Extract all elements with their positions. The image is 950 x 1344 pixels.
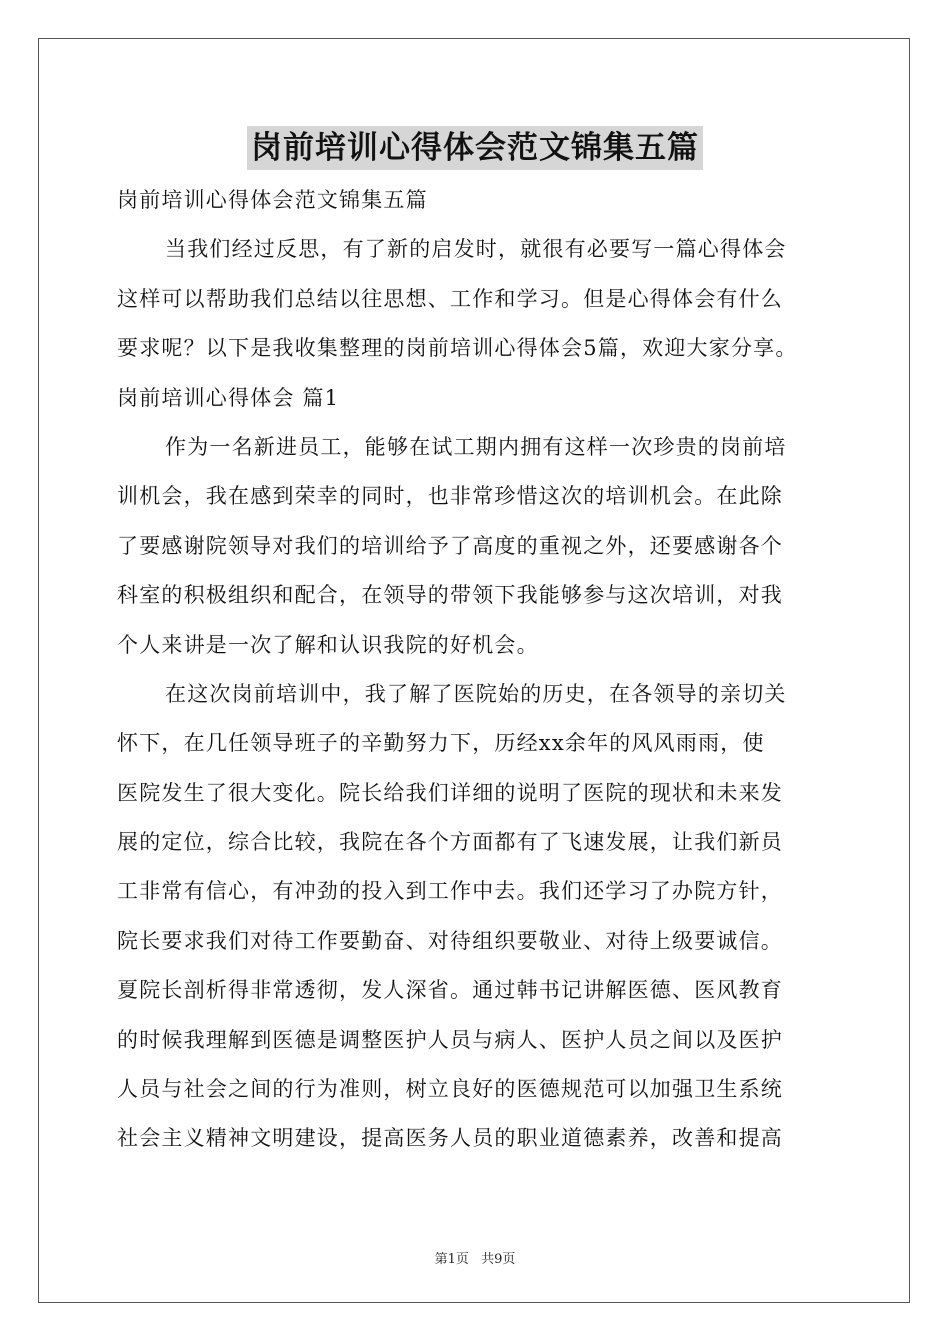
paragraph-line: 工非常有信心，有冲劲的投入到工作中去。我们还学习了办院方针， bbox=[117, 879, 783, 904]
document-title: 岗前培训心得体会范文锦集五篇 bbox=[247, 126, 703, 170]
paragraph-line: 这样可以帮助我们总结以往思想、工作和学习。但是心得体会有什么 bbox=[117, 286, 783, 311]
paragraph-line: 展的定位，综合比较，我院在各个方面都有了飞速发展，让我们新员 bbox=[117, 830, 783, 855]
paragraph-line: 的时候我理解到医德是调整医护人员与病人、医护人员之间以及医护 bbox=[117, 1027, 783, 1052]
paragraph-line: 作为一名新进员工，能够在试工期内拥有这样一次珍贵的岗前培 bbox=[165, 434, 787, 459]
paragraph-line: 训机会，我在感到荣幸的同时，也非常珍惜这次的培训机会。在此除 bbox=[117, 484, 783, 509]
paragraph-line: 夏院长剖析得非常透彻，发人深省。通过韩书记讲解医德、医风教育 bbox=[117, 978, 783, 1003]
paragraph-line: 科室的积极组织和配合，在领导的带领下我能够参与这次培训，对我 bbox=[117, 583, 783, 608]
paragraph-line: 个人来讲是一次了解和认识我院的好机会。 bbox=[117, 632, 539, 657]
paragraph-line: 当我们经过反思，有了新的启发时，就很有必要写一篇心得体会 bbox=[165, 237, 787, 262]
paragraph-line: 人员与社会之间的行为准则，树立良好的医德规范可以加强卫生系统 bbox=[117, 1077, 783, 1102]
page-footer bbox=[0, 1248, 950, 1267]
subtitle-line: 岗前培训心得体会范文锦集五篇 bbox=[117, 188, 428, 212]
section-heading: 岗前培训心得体会 篇1 bbox=[117, 385, 340, 410]
paragraph-line: 社会主义精神文明建设，提高医务人员的职业道德素养，改善和提高 bbox=[117, 1126, 783, 1151]
paragraph-line: 在这次岗前培训中，我了解了医院始的历史，在各领导的亲切关 bbox=[165, 681, 787, 706]
page-total: 共9页 bbox=[481, 1252, 516, 1267]
paragraph-line: 医院发生了很大变化。院长给我们详细的说明了医院的现状和未来发 bbox=[117, 780, 783, 805]
paragraph-line: 怀下，在几任领导班子的辛勤努力下，历经xx余年的风风雨雨，使 bbox=[117, 731, 765, 756]
document-body bbox=[117, 176, 847, 1164]
page-number: 第1页 bbox=[434, 1252, 469, 1267]
paragraph-line: 了要感谢院领导对我们的培训给予了高度的重视之外，还要感谢各个 bbox=[117, 533, 783, 558]
paragraph-line: 院长要求我们对待工作要勤奋、对待组织要敬业、对待上级要诚信。 bbox=[117, 928, 783, 953]
title-wrap bbox=[0, 126, 950, 170]
paragraph-line: 要求呢？以下是我收集整理的岗前培训心得体会5篇，欢迎大家分享。 bbox=[117, 336, 798, 361]
